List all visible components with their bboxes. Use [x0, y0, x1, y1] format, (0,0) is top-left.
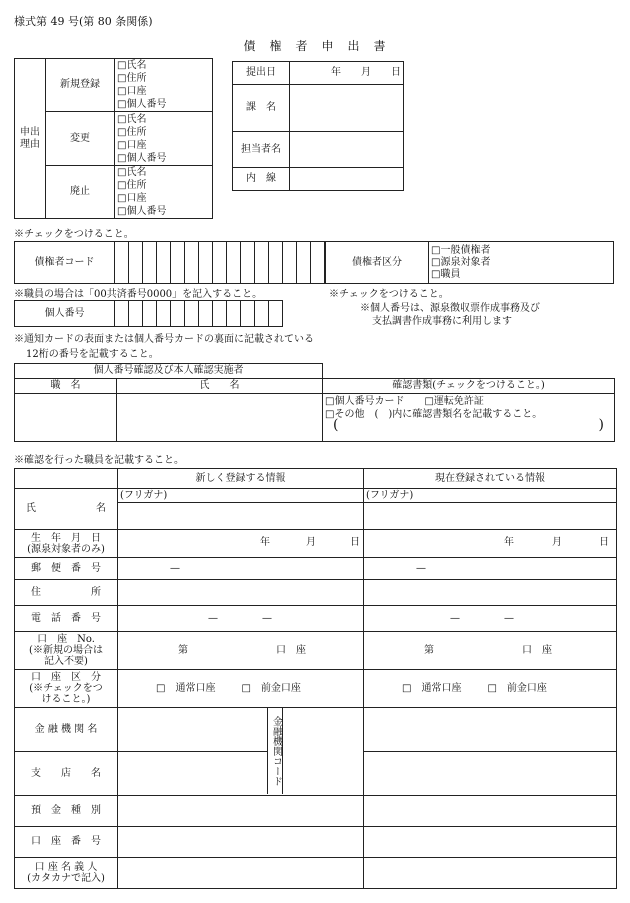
number-digit[interactable] [129, 301, 143, 327]
holder-label: 口 座 名 義 人 (カタカナで記入) [15, 858, 118, 889]
code-digit[interactable] [227, 242, 241, 284]
code-digit[interactable] [241, 242, 255, 284]
code-digit[interactable] [143, 242, 157, 284]
mynumber-use-note-1: ※個人番号は、源泉徴収票作成事務及び [360, 303, 540, 314]
number-digit[interactable] [255, 301, 269, 327]
extension-label: 内 線 [233, 168, 290, 191]
new-account-no-field[interactable]: 第 口 座 [118, 632, 364, 670]
number-digit[interactable] [213, 301, 227, 327]
card-note-1: ※通知カードの表面または個人番号カードの裏面に記載されている [14, 334, 314, 345]
reason-label: 申出 理由 [15, 59, 46, 219]
new-holder-field[interactable] [118, 858, 364, 889]
bank-label: 金 融 機 関 名 [15, 708, 118, 752]
bank-code-area [267, 708, 364, 796]
current-postal-field[interactable]: — [364, 558, 617, 580]
mynumber-use-note-2: 支払調書作成事務に利用します [372, 316, 512, 327]
job-title-header: 職 名 [15, 379, 117, 394]
deposit-type-label: 預 金 種 別 [15, 796, 118, 827]
individual-number-label: 個人番号 [15, 301, 115, 327]
name-label: 氏 名 [15, 489, 118, 530]
new-bank-field[interactable] [118, 708, 267, 752]
blank [15, 469, 118, 489]
staff-label: 担当者名 [233, 132, 290, 168]
current-account-type-options[interactable]: □ 通常口座 □ 前金口座 [364, 670, 617, 708]
submit-date-label: 提出日 [233, 62, 290, 85]
code-digit[interactable] [213, 242, 227, 284]
new-postal-field[interactable]: — [118, 558, 364, 580]
new-branch-field[interactable] [118, 752, 267, 796]
current-furigana[interactable]: (フリガナ) [364, 489, 617, 503]
card-note-2: 12桁の番号を記載すること。 [26, 349, 159, 360]
section-field[interactable] [290, 85, 404, 132]
confirmation-title: 個人番号確認及び本人確認実施者 [15, 364, 323, 379]
reason-options-new[interactable]: □氏名 □住所 □口座 □個人番号 [115, 59, 213, 112]
form-number: 様式第 49 号(第 80 条関係) [14, 15, 153, 28]
new-address-field[interactable] [118, 580, 364, 606]
code-digit[interactable] [297, 242, 311, 284]
number-digit[interactable] [241, 301, 255, 327]
current-holder-field[interactable] [364, 858, 617, 889]
account-type-label: 口 座 区 分 (※チェックをつ けること。) [15, 670, 118, 708]
current-deposit-field[interactable] [364, 796, 617, 827]
individual-number-table [14, 300, 283, 327]
code-digit[interactable] [129, 242, 143, 284]
new-account-type-options[interactable]: □ 通常口座 □ 前金口座 [118, 670, 364, 708]
postal-label: 郵 便 番 号 [15, 558, 118, 580]
branch-label: 支 店 名 [15, 752, 118, 796]
confirmation-table [14, 363, 615, 442]
confirmer-name-field[interactable] [117, 394, 323, 442]
docs-options[interactable]: □個人番号カード □運転免許証 □その他 ( )内に確認書類名を記載すること。 ( ) [323, 394, 615, 442]
number-digit[interactable] [157, 301, 171, 327]
current-birth-field[interactable]: 年 月 日 [364, 530, 617, 558]
new-account-number-field[interactable] [118, 827, 364, 858]
extension-field[interactable] [290, 168, 404, 191]
staff-code-note: ※職員の場合は「00共済番号0000」を記入すること。 [14, 289, 263, 300]
creditor-code-label: 債権者コード [15, 242, 115, 284]
current-account-no-field[interactable]: 第 口 座 [364, 632, 617, 670]
account-no-label: 口 座 No. (※新規の場合は 記入不要) [15, 632, 118, 670]
number-digit[interactable] [199, 301, 213, 327]
section-label: 課 名 [233, 85, 290, 132]
current-phone-field[interactable]: — — [364, 606, 617, 632]
submit-date-field[interactable]: 年 月 日 [290, 62, 404, 85]
code-digit[interactable] [311, 242, 325, 284]
docs-header: 確認書類(チェックをつけること。) [323, 379, 615, 394]
birth-label: 生 年 月 日 (源泉対象者のみ) [15, 530, 118, 558]
number-digit[interactable] [115, 301, 129, 327]
reason-type-cancel: 廃止 [46, 166, 115, 219]
code-digit[interactable] [255, 242, 269, 284]
reason-type-new: 新規登録 [46, 59, 115, 112]
name-header: 氏 名 [117, 379, 323, 394]
current-name-field[interactable] [364, 503, 617, 530]
new-deposit-field[interactable] [118, 796, 364, 827]
code-digit[interactable] [185, 242, 199, 284]
current-address-field[interactable] [364, 580, 617, 606]
blank [323, 364, 615, 379]
code-digit[interactable] [171, 242, 185, 284]
creditor-type-options[interactable]: □一般債権者 □源泉対象者 □職員 [429, 242, 614, 284]
current-info-header: 現在登録されている情報 [364, 469, 617, 489]
office-table [232, 61, 404, 191]
confirm-staff-note: ※確認を行った職員を記載すること。 [14, 455, 184, 466]
new-info-header: 新しく登録する情報 [118, 469, 364, 489]
creditor-code-table [14, 241, 325, 284]
new-furigana[interactable]: (フリガナ) [118, 489, 364, 503]
bank-code-label: 金融機関コード [267, 708, 283, 794]
number-digit[interactable] [171, 301, 185, 327]
number-digit[interactable] [185, 301, 199, 327]
info-table [14, 468, 617, 889]
code-digit[interactable] [157, 242, 171, 284]
creditor-type-label: 債権者区分 [326, 242, 429, 284]
code-digit[interactable] [199, 242, 213, 284]
reason-options-change[interactable]: □氏名 □住所 □口座 □個人番号 [115, 112, 213, 166]
code-digit[interactable] [115, 242, 129, 284]
form-title: 債 権 者 申 出 書 [243, 39, 387, 53]
number-digit[interactable] [269, 301, 283, 327]
account-number-label: 口 座 番 号 [15, 827, 118, 858]
new-name-field[interactable] [118, 503, 364, 530]
new-phone-field[interactable]: — — [118, 606, 364, 632]
reason-type-change: 変更 [46, 112, 115, 166]
reason-table [14, 58, 213, 219]
code-digit[interactable] [269, 242, 283, 284]
staff-field[interactable] [290, 132, 404, 168]
phone-label: 電 話 番 号 [15, 606, 118, 632]
check-note-1: ※チェックをつけること。 [14, 229, 134, 240]
number-digit[interactable] [227, 301, 241, 327]
number-digit[interactable] [143, 301, 157, 327]
current-branch-field[interactable] [364, 752, 617, 796]
other-doc-bracket[interactable]: ( ) [333, 417, 604, 433]
current-bank-field[interactable] [364, 708, 617, 752]
creditor-type-table [325, 241, 614, 284]
reason-options-cancel[interactable]: □氏名 □住所 □口座 □個人番号 [115, 166, 213, 219]
check-note-2: ※チェックをつけること。 [329, 289, 449, 300]
address-label: 住 所 [15, 580, 118, 606]
current-account-number-field[interactable] [364, 827, 617, 858]
code-digit[interactable] [283, 242, 297, 284]
job-title-field[interactable] [15, 394, 117, 442]
new-birth-field[interactable]: 年 月 日 [118, 530, 364, 558]
